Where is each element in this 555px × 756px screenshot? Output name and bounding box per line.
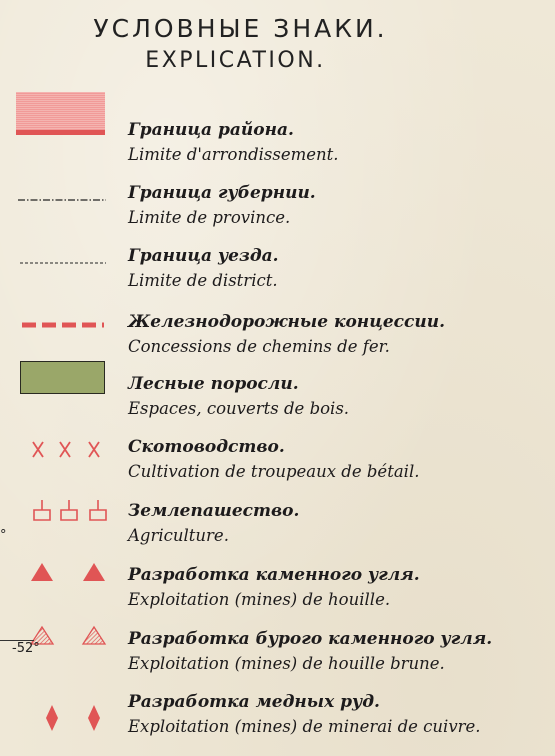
cattle-symbol [0,438,120,462]
legend-label-french: Exploitation (mines) de houille. [128,590,391,609]
legend-label-russian: Граница района. [128,120,294,140]
legend-label-french: Cultivation de troupeaux de bétail. [128,462,420,481]
legend-label-french: Agriculture. [128,526,229,545]
legend-label-french: Limite de district. [128,271,278,290]
province-boundary-symbol [0,190,120,210]
legend-label-russian: Граница уезда. [128,246,279,266]
railway-concession-symbol [0,315,120,335]
legend-label-russian: Скотоводство. [128,437,285,457]
latitude-label: -52° [12,641,40,656]
legend-label-french: Espaces, couverts de bois. [128,399,350,418]
legend-label-french: Limite de province. [128,208,291,227]
legend-label-french: Concessions de chemins de fer. [128,337,390,356]
legend-label-french: Exploitation (mines) de minerai de cuivre. [128,717,481,736]
agriculture-symbol [0,498,120,524]
legend-label-french: Limite d'arrondissement. [128,145,339,164]
legend-title-russian: УСЛОВНЫЕ ЗНАКИ. [93,14,388,43]
legend-label-russian: Разработка бурого каменного угля. [128,629,493,649]
copper-mine-symbol [0,703,120,735]
degree-mark: ° [0,528,7,543]
graticule-tick [0,640,34,641]
legend-label-russian: Разработка каменного угля. [128,565,420,585]
legend-label-russian: Железнодорожные концессии. [128,312,446,332]
legend-label-russian: Лесные поросли. [128,374,299,394]
legend-label-russian: Граница губернии. [128,183,316,203]
forest-symbol [20,361,105,394]
legend-label-russian: Землепашество. [128,501,300,521]
district-boundary-symbol [16,92,105,135]
legend-label-russian: Разработка медных руд. [128,692,380,712]
coal-mine-symbol [0,560,120,586]
legend-label-french: Exploitation (mines) de houille brune. [128,654,445,673]
uezd-boundary-symbol [0,253,120,273]
legend-title-french: EXPLICATION. [145,48,326,73]
